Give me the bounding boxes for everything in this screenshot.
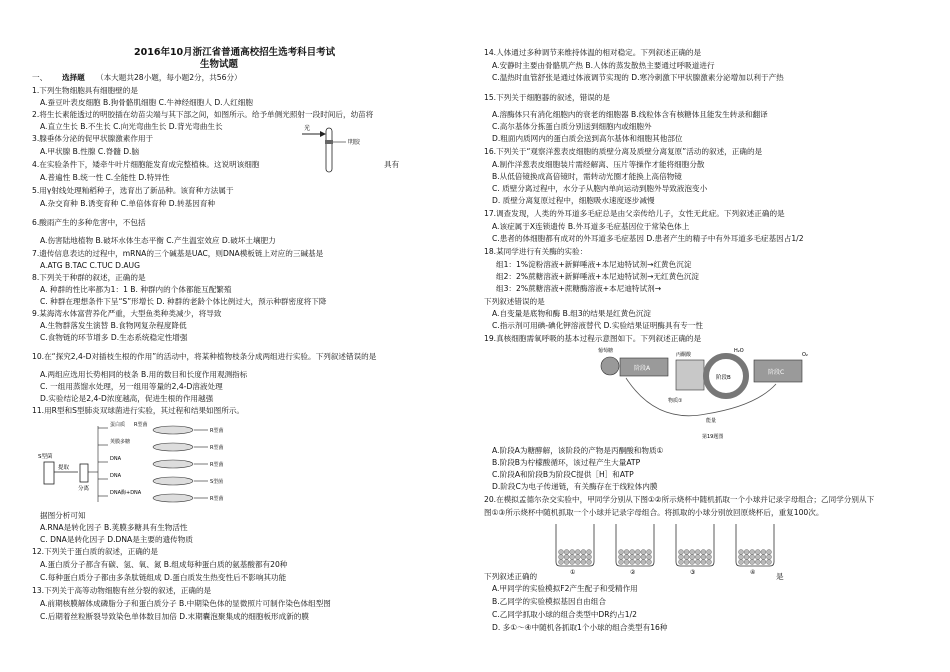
question-16-option-a: A.制作洋葱表皮细胞装片需经解离、压片等操作才能将细胞分散 [492,160,705,169]
ball [587,560,592,565]
question-18-options-cd: C.指示剂可用碘-碘化钾溶液替代 D.实验结果证明酶具有专一性 [492,321,703,330]
lane-label: DNA酶+DNA [110,490,142,496]
respiration-figure [596,344,816,442]
ball [635,555,640,560]
question-13-options-ab: A.前期核膜解体成磷脂分子和蛋白质分子 B.中期染色体的显微照片可制作染色体组型图 [40,599,331,608]
ball [684,550,689,555]
ball [635,550,640,555]
question-10: 10.在“探究2,4-D对插枝生根的作用”的活动中，将某种植物枝条分成两组进行实验。下列叙述错误的是 [32,352,377,361]
ball [739,555,744,560]
question-17: 17.调查发现，人类的外耳道多毛症总是由父亲传给儿子，女性无此症。下列叙述正确的是 [484,209,785,218]
question-20-line-1: 20.在模拟孟德尔杂交实验中，甲同学分别从下图①②所示烧杯中随机抓取一个小球并记录字母组合；乙同学分别从下 [484,495,875,504]
gelatin-label: 明胶 [348,139,361,146]
ball [695,555,700,560]
ball [750,555,755,560]
question-18-group-3: 组3：2%蔗糖溶液+蔗糖酶溶液+本尼迪特试剂→ [496,284,662,293]
ball [630,560,635,565]
ball [767,550,772,555]
question-16-option-b: B.从低倍镜换成高倍镜时，需转动光圈才能换上高倍物镜 [492,172,682,181]
ball [619,560,624,565]
question-12-options-ab: A.蛋白质分子都含有碳、氢、氧、氮 B.组成每种蛋白质的氨基酸都有20种 [40,560,288,569]
ball [587,550,592,555]
section-name: 选择题 [62,73,85,82]
o2-label: O₂ [802,352,808,358]
ball [690,555,695,560]
lane-label: 蛋白质 [110,422,126,428]
stage-a-label: 阶段A [634,365,651,372]
question-18-group-1: 组1：1%淀粉溶液+新鲜唾液+本尼迪特试剂→红黄色沉淀 [496,260,692,269]
question-14: 14.人体通过多种调节来维持体温的相对稳定。下列叙述正确的是 [484,48,702,57]
question-20-option-c: C.乙同学抓取小球的组合类型中DR约占1/2 [492,610,637,619]
ball [707,555,712,560]
energy-label: 能量 [706,418,717,424]
question-15: 15.下列关于细胞器的叙述，错误的是 [484,93,610,102]
question-18-stem: 下列叙述错误的是 [484,297,545,306]
question-18-options-ab: A.自变量是底物和酶 B.组3的结果是红黄色沉淀 [492,309,652,318]
ball [635,560,640,565]
ball [744,555,749,560]
ball [739,560,744,565]
question-9-options-cd: C.食物链的环节增多 D.生态系统稳定性增强 [40,333,188,342]
beaker-number: ① [570,569,576,576]
question-19-option-d: D.阶段C为电子传递链，有关酶存在于线粒体内膜 [492,482,658,491]
section-note: （本大题共28小题，每小题2分，共56分） [96,73,242,82]
question-8-options-cd: C. 种群在理想条件下呈“S”形增长 D. 种群的老龄个体比例过大，预示种群密度将下降 [40,297,327,306]
question-20-stem: 下列叙述正确的 [484,572,538,581]
exam-subtitle: 生物试题 [200,59,239,70]
question-15-option-d: D.粗面内质网内的蛋白质会送到高尔基体和细胞其他部位 [492,134,683,143]
question-14-options-ab: A.安静时主要由骨骼肌产热 B.人体的蒸发散热主要通过呼吸道进行 [492,61,715,70]
result-label: R型菌 [210,445,224,451]
question-20-option-b: B.乙同学的实验模拟基因自由组合 [492,597,606,606]
question-20-line-2: 图①③所示烧杯中随机抓取一个小球并记录字母组合。将抓取的小球分别放回原烧杯后，重复100次。 [484,508,824,517]
question-2: 2.将生长素能透过的明胶插在幼苗尖端与其下部之间，如图所示。给予单侧光照射一段时间后，幼苗将 [32,110,374,119]
s-strain-label: S型菌 [38,454,53,460]
question-13: 13.下列关于高等动物细胞有丝分裂的叙述，正确的是 [32,586,212,595]
culture-dish [153,460,193,468]
question-6-options: A.伤害陆地植物 B.破坏水体生态平衡 C.产生温室效应 D.破坏土壤肥力 [40,236,276,245]
question-9-options-ab: A.生物群落发生演替 B.食物网复杂程度降低 [40,321,187,330]
gelatin-block [325,140,333,144]
beakers-figure [548,520,798,576]
culture-dish [153,426,193,434]
ball [624,550,629,555]
question-16-option-c: C. 质壁分离过程中，水分子从胞内单向运动到胞外导致液泡变小 [492,184,708,193]
beaker-number: ③ [690,569,696,576]
ball [575,550,580,555]
lane-group [98,421,223,502]
stage-c-label: 阶段C [768,369,785,376]
separate-tube [80,464,88,482]
question-12: 12.下列关于蛋白质的叙述，正确的是 [32,547,158,556]
ball [679,555,684,560]
question-6: 6.酸雨产生的多种危害中，不包括 [32,218,146,227]
ball [750,560,755,565]
question-20-option-a: A.甲同学的实验模拟F2产生配子和受精作用 [492,584,638,593]
ball [564,550,569,555]
exam-title: 2016年10月浙江省普通高校招生选考科目考试 [134,47,336,58]
question-8: 8.下列关于种群的叙述，正确的是 [32,273,146,282]
culture-dish [153,477,193,485]
ball [641,555,646,560]
ball [619,555,624,560]
question-2-options: A.直立生长 B.不生长 C.向光弯曲生长 D.背光弯曲生长 [40,122,223,131]
question-15-options-ab: A.溶酶体只有消化细胞内的衰老的细胞器 B.线粒体含有核糖体且能发生转录和翻译 [492,110,768,119]
question-11: 11.用R型和S型肺炎双球菌进行实验，其过程和结果如图所示。 [32,406,245,415]
question-19: 19.真核细胞需氧呼吸的基本过程示意图如下。下列叙述正确的是 [484,334,702,343]
ball [570,550,575,555]
ball [575,555,580,560]
ball [570,555,575,560]
ball [695,550,700,555]
stage-b-label: 阶段B [716,375,731,381]
ball [564,555,569,560]
section-number: 一、 [32,73,48,82]
ball [679,550,684,555]
ball [701,560,706,565]
question-11-options-cd: C. DNA是转化因子 D.DNA是主要的遗传物质 [40,535,193,544]
question-1: 1.下列生物细胞具有细胞壁的是 [32,86,138,95]
question-1-options: A.蚕豆叶表皮细胞 B.狗骨骼肌细胞 C.牛神经细胞人 D.人红细胞 [40,98,253,107]
ball [690,560,695,565]
ball [767,555,772,560]
light-arrowhead [320,131,326,137]
question-10-option-d: D.实验结论是2,4-D浓度越高，促进生根的作用越强 [40,394,214,403]
result-label: R型菌 [210,462,224,468]
ball [647,550,652,555]
ball [744,560,749,565]
lane-label: DNA [110,473,122,479]
seedling-stem [326,128,332,172]
ball [559,555,564,560]
ball [695,560,700,565]
pyruvate-box [676,360,704,390]
question-13-options-cd: C.后期着丝粒断裂导致染色单体数目加倍 D.末期囊泡聚集成的细胞板形成新的膜 [40,612,309,621]
ball [619,550,624,555]
question-4-tail: 具有 [384,160,400,169]
lane-label: 荚膜多糖 [110,439,131,445]
ball [641,560,646,565]
question-3: 3.腺垂体分泌的促甲状腺激素作用于 [32,134,154,143]
question-17-options-cd: C.患者的体细胞都有成对的外耳道多毛症基因 D.患者产生的精子中有外耳道多毛症基因占1/2 [492,234,804,243]
ball [744,550,749,555]
s-strain-tube [44,462,54,484]
ball [581,560,586,565]
culture-dish [153,443,193,451]
ball [684,555,689,560]
beaker-group [556,524,774,576]
ball [630,555,635,560]
ball [739,550,744,555]
ball [641,550,646,555]
ball [624,555,629,560]
question-9: 9.某海湾水体富营养化严重，大型鱼类种类减少，将导致 [32,309,222,318]
question-8-options-ab: A. 种群的性比率都为1：1 B. 种群内的个体都能互配繁殖 [40,285,232,294]
question-10-option-c: C. 一组用蒸馏水处理，另一组用等量的2,4-D溶液处理 [40,382,223,391]
culture-dish [153,494,193,502]
ball [707,550,712,555]
question-5-options: A.杂交育种 B.诱变育种 C.单倍体育种 D.转基因育种 [40,199,216,208]
question-19-option-c: C.阶段A和阶段B为阶段C提供［H］和ATP [492,470,634,479]
seedling-figure [302,124,372,174]
question-10-options-ab: A.两组应选用长势相同的枝条 B.用的数目和长度作用观测指标 [40,370,248,379]
mix-label: R型菌 [134,422,148,428]
question-11-options-ab: A.RNA是转化因子 B.荚膜多糖具有生物活性 [40,523,188,532]
ball [750,550,755,555]
ball [679,560,684,565]
ball [761,555,766,560]
question-20-option-d: D. 多①～④中随机各抓取1个小球的组合类型有16种 [492,623,668,632]
question-18-group-2: 组2：2%蔗糖溶液+新鲜唾液+本尼迪特试剂→无红黄色沉淀 [496,272,700,281]
ball [761,550,766,555]
question-19-option-b: B.阶段B为柠檬酸循环，该过程产生大量ATP [492,458,641,467]
ball [587,555,592,560]
question-20-tail: 是 [776,572,784,581]
transformation-figure [38,420,248,508]
figure-caption: 第19题图 [702,434,724,440]
ball [701,555,706,560]
ball [581,555,586,560]
question-16-option-d: D. 质壁分离复原过程中，细胞吸水速度逐步减慢 [492,196,655,205]
question-7-options: A.ATG B.TAC C.TUC D.AUG [40,261,140,270]
ball [767,560,772,565]
ball [564,560,569,565]
ball [559,560,564,565]
ball [755,555,760,560]
ball [701,550,706,555]
lane-label: DNA [110,456,122,462]
ball [575,560,580,565]
question-3-options: A.甲状腺 B.性腺 C.脊髓 D.脑 [40,147,140,156]
question-19-option-a: A.阶段A为糖酵解，该阶段的产物是丙酮酸和物质① [492,446,664,455]
question-16: 16.下列关于“观察洋葱表皮细胞的质壁分离及质壁分离复原”活动的叙述，正确的是 [484,147,763,156]
beaker-number: ② [630,569,636,576]
result-label: R型菌 [210,428,224,434]
item-label: 物质① [668,398,683,404]
question-12-options-cd: C.每种蛋白质分子都由多条肽链组成 D.蛋白质发生热变性后不影响其功能 [40,573,287,582]
separate-label: 分离 [78,486,90,492]
question-7: 7.遗传信息表达的过程中，mRNA的三个碱基是UAC，则DNA模板链上对应的三碱基是 [32,249,324,258]
question-11-stem: 据图分析可知 [40,511,86,520]
light-label: 光 [304,125,311,132]
ball [624,560,629,565]
ball [647,555,652,560]
ball [707,560,712,565]
question-17-options-ab: A.该症属于X连锁遗传 B.外耳道多毛症基因位于常染色体上 [492,222,690,231]
question-15-option-c: C.高尔基体分拣蛋白质分别送到细胞内或细胞外 [492,122,652,131]
ball [755,560,760,565]
beaker-number: ④ [750,569,756,576]
result-label: R型菌 [210,496,224,502]
ball [647,560,652,565]
question-14-options-cd: C.温热时血管舒张是通过体液调节实现的 D.寒冷刺激下甲状腺激素分泌增加以利于产热 [492,73,784,82]
ball [581,550,586,555]
question-5: 5.用γ射线处理籼稻种子，选育出了新品种。该育种方法属于 [32,186,234,195]
question-18: 18.某同学进行有关酶的实验： [484,247,588,256]
question-4-options: A.普遍性 B.统一性 C.全能性 D.特异性 [40,173,170,182]
ball [570,560,575,565]
question-4: 4.在实验条件下，矮牵牛叶片细胞能发育成完整植株。这说明该细胞 [32,160,260,169]
extract-label: 提取 [58,465,70,471]
water-label: H₂O [734,348,744,354]
result-label: S型菌 [210,479,224,485]
ball [755,550,760,555]
ball [690,550,695,555]
glucose-node [601,357,619,375]
ball [761,560,766,565]
pyruvate-label: 丙酮酸 [676,352,692,358]
glucose-label: 葡萄糖 [598,348,614,354]
ball [559,550,564,555]
ball [684,560,689,565]
ball [630,550,635,555]
